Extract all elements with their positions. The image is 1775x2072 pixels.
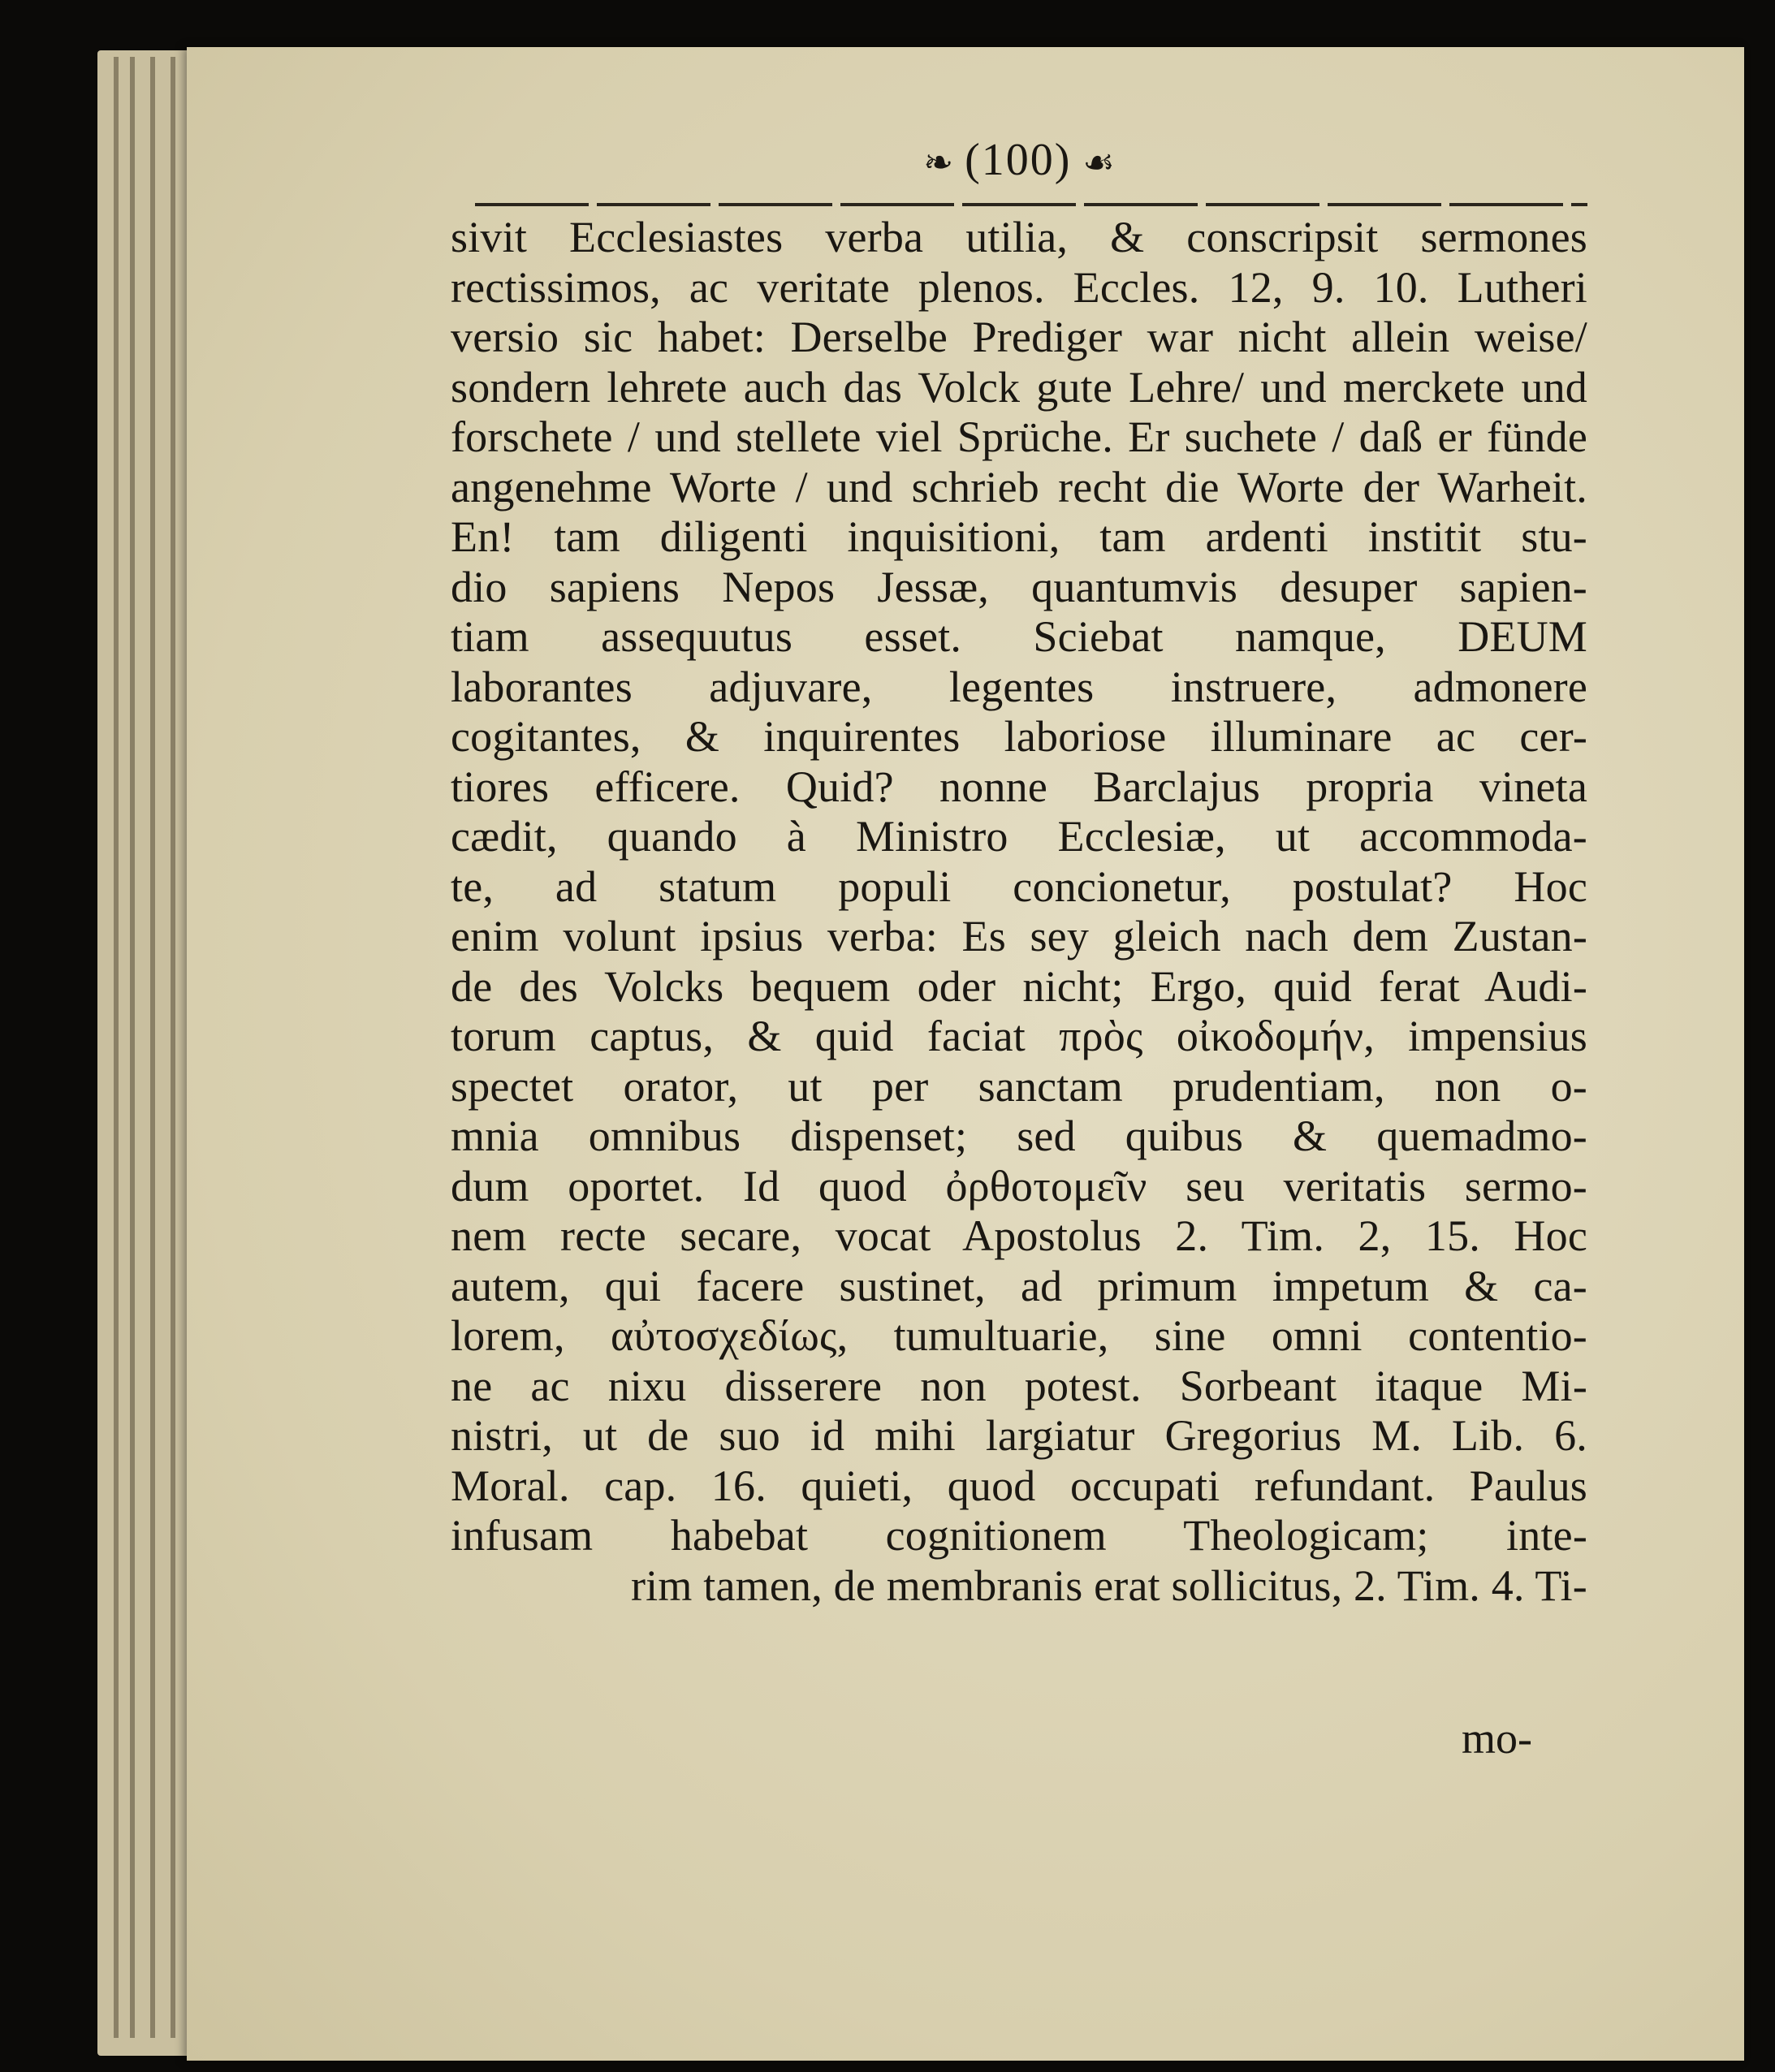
text-line: spectet orator, ut per sanctam prudentiam, non o- (451, 1061, 1587, 1111)
text-line: forschete / und stellete viel Sprüche. Er suchete / daß er fünde (451, 412, 1587, 461)
text-line: cogitantes, & inquirentes laboriose illuminare ac cer- (451, 712, 1587, 761)
page-header (455, 134, 1583, 186)
text-line: rectissimos, ac veritate plenos. Eccles. 12, 9. 10. Lutheri (451, 262, 1587, 312)
text-line: torum captus, & quid faciat πρὸς οἰκοδομήν, impensius (451, 1012, 1587, 1060)
text-line: nistri, ut de suo id mihi largiatur Gregorius M. Lib. 6. (451, 1411, 1587, 1460)
text-line: dio sapiens Nepos Jessæ, quantumvis desuper sapien- (451, 562, 1587, 611)
text-line: enim volunt ipsius verba: Es sey gleich nach dem Zustan- (451, 912, 1587, 960)
text-line: autem, qui facere sustinet, ad primum impetum & ca- (451, 1261, 1587, 1310)
page-number: (100) (965, 135, 1072, 185)
text-line: Moral. cap. 16. quieti, quod occupati refundant. Paulus (451, 1461, 1587, 1510)
text-line: tiores efficere. Quid? nonne Barclajus propria vineta (451, 762, 1587, 811)
header-rule (475, 203, 1587, 206)
page-edge (114, 57, 119, 2038)
page-edge (150, 57, 155, 2038)
text-line: lorem, αὐτοσχεδίως, tumultuarie, sine omni contentio- (451, 1311, 1587, 1360)
text-line: dum oportet. Id quod ὀρθοτομεῖν seu veritatis sermo- (451, 1161, 1587, 1211)
text-line: ne ac nixu disserere non potest. Sorbeant itaque Mi- (451, 1361, 1587, 1410)
catchword: mo- (1462, 1714, 1532, 1763)
page-edge (171, 57, 175, 2038)
text-line: versio sic habet: Derselbe Prediger war nicht allein weise/ (451, 313, 1587, 361)
text-line: nem recte secare, vocat Apostolus 2. Tim. 2, 15. Hoc (451, 1211, 1587, 1260)
text-line: tiam assequutus esset. Sciebat namque, DEUM (451, 612, 1587, 661)
text-line: sivit Ecclesiastes verba utilia, & conscripsit sermones (451, 213, 1587, 261)
text-line: laborantes adjuvare, legentes instruere, admonere (451, 662, 1587, 711)
text-line: mnia omnibus dispenset; sed quibus & quemadmo- (451, 1112, 1587, 1160)
body-text (451, 213, 1587, 1611)
text-line: sondern lehrete auch das Volck gute Lehre/ und merckete und (451, 362, 1587, 412)
page-edge (130, 57, 135, 2038)
text-line: cædit, quando à Ministro Ecclesiæ, ut accommoda- (451, 812, 1587, 861)
ornament-left-icon: ❧ (923, 143, 954, 183)
ornament-right-icon: ☙ (1082, 143, 1115, 183)
text-line: infusam habebat cognitionem Theologicam; inte- (451, 1511, 1587, 1560)
text-line: angenehme Worte / und schrieb recht die Worte der Warheit. (451, 462, 1587, 512)
text-line: te, ad statum populi concionetur, postulat? Hoc (451, 861, 1587, 911)
text-line: de des Volcks bequem oder nicht; Ergo, quid ferat Audi- (451, 961, 1587, 1011)
text-line: rim tamen, de membranis erat sollicitus, 2. Tim. 4. Ti- (631, 1560, 1587, 1610)
text-line: En! tam diligenti inquisitioni, tam ardenti institit stu- (451, 512, 1587, 561)
